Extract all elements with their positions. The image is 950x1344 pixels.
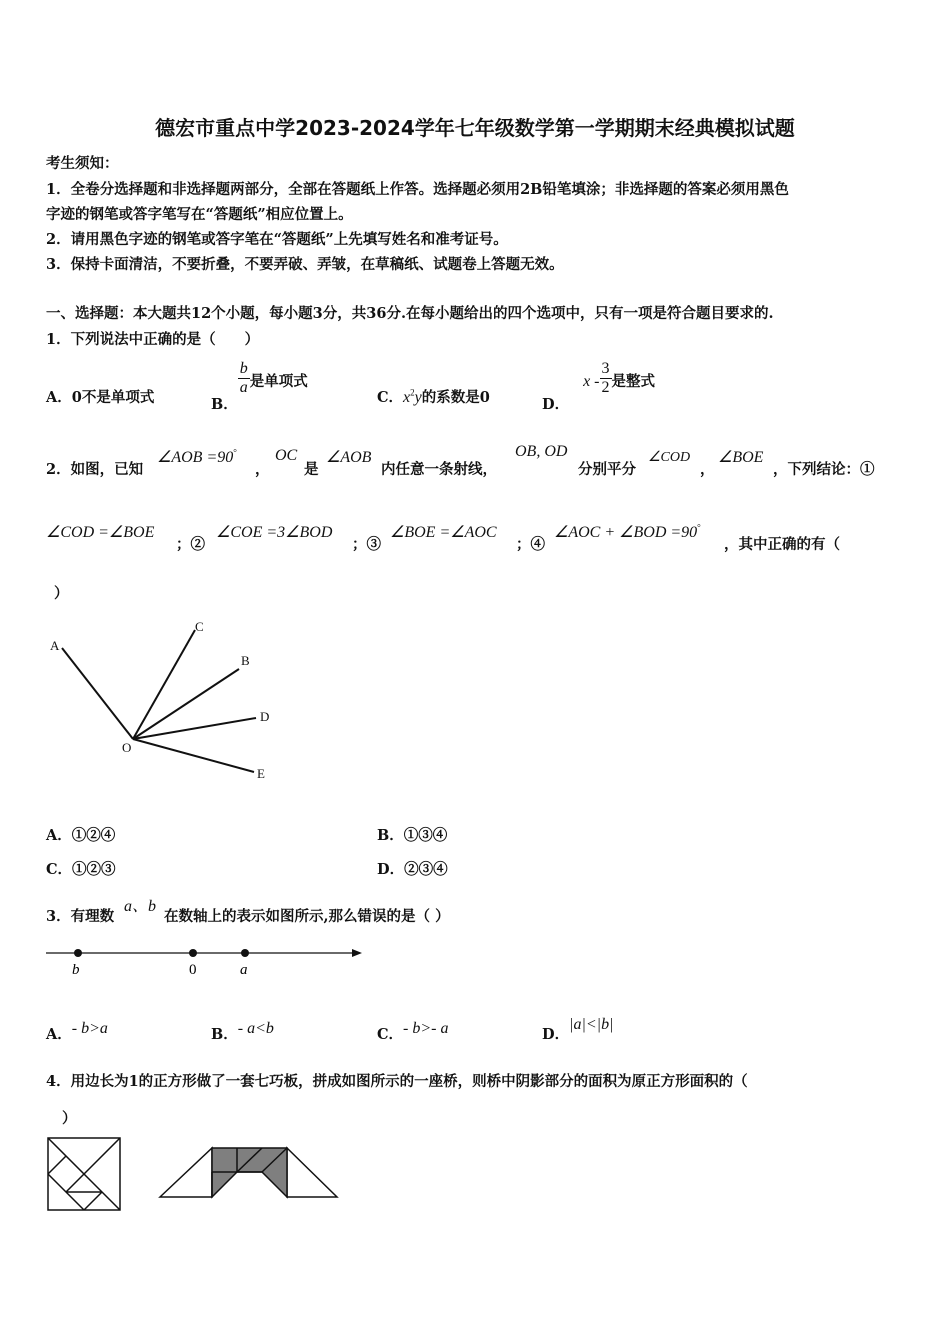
label-b: b bbox=[72, 962, 80, 978]
notice-heading: 考生须知： bbox=[46, 155, 119, 172]
q4-close-paren: ） bbox=[62, 1110, 77, 1127]
page-title: 德宏市重点中学2023-2024学年七年级数学第一学期期末经典模拟试题 bbox=[155, 116, 795, 140]
q1-option-a-text: A．0不是单项式 bbox=[46, 389, 155, 406]
q2-math-obod: OB, OD bbox=[515, 443, 568, 460]
q2-option-a: A．①②④ bbox=[46, 827, 116, 844]
q3-prefix: 3．有理数 bbox=[46, 908, 115, 925]
q2-comma-2: ， bbox=[700, 461, 715, 478]
q2-sep-4: ；④ bbox=[516, 536, 545, 553]
label-e: E bbox=[257, 766, 265, 781]
option-math: - b>a bbox=[71, 1020, 108, 1037]
section-heading: 一、选择题：本大题共12个小题，每小题3分，共36分.在每小题给出的四个选项中，只有一项是符合题目要求的. bbox=[46, 305, 774, 322]
q1-option-d-label: D． bbox=[542, 396, 570, 414]
label-b: B bbox=[241, 653, 250, 668]
fraction-numerator: 3 bbox=[601, 360, 610, 377]
q1-option-d-text: 是整式 bbox=[611, 373, 656, 391]
q2-math-boe: ∠BOE bbox=[718, 449, 764, 466]
label-a: a bbox=[240, 962, 248, 978]
q2-close-paren: ） bbox=[54, 585, 69, 602]
q2-statement-3: ∠BOE =∠AOC bbox=[390, 524, 497, 541]
q2-is: 是 bbox=[304, 461, 319, 478]
fraction-denominator: a bbox=[239, 378, 248, 396]
q2-option-d: D．②③④ bbox=[377, 861, 448, 878]
q2-option-c: C．①②③ bbox=[46, 861, 116, 878]
option-math: |a|<|b| bbox=[569, 1016, 614, 1033]
q2-statement-2: ∠COE =3∠BOD bbox=[216, 524, 333, 541]
q2-math-cod: ∠COD bbox=[648, 450, 691, 465]
option-label: B． bbox=[211, 1026, 238, 1043]
q2-tail: ，其中正确的有（ bbox=[724, 536, 840, 553]
q2-sep-3: ；③ bbox=[352, 536, 381, 553]
notice-item-1-line-1: 1．全卷分选择题和非选择题两部分，全部在答题纸上作答。选择题必须用2B铅笔填涂；非选择题的答案必须用黑色 bbox=[46, 181, 789, 198]
degree-sign: ° bbox=[697, 522, 701, 533]
notice-item-2: 2．请用黑色字迹的钢笔或答字笔在“答题纸”上先填写姓名和准考证号。 bbox=[46, 231, 508, 248]
q2-inner: 内任意一条射线， bbox=[381, 461, 497, 478]
notice-item-1-line-2: 字迹的钢笔或答字笔写在“答题纸”相应位置上。 bbox=[46, 206, 353, 223]
label-o: O bbox=[122, 740, 132, 755]
bridge-right-triangle bbox=[287, 1148, 337, 1197]
label-0: 0 bbox=[189, 962, 197, 978]
math-x: x bbox=[403, 389, 411, 406]
degree-sign: ° bbox=[233, 447, 237, 458]
option-label: D． bbox=[542, 1026, 570, 1043]
q1-option-c-label: C． bbox=[377, 389, 404, 406]
q1-option-b-label: B． bbox=[211, 396, 238, 414]
q2-sep-2: ；② bbox=[176, 536, 205, 553]
label-d: D bbox=[260, 709, 270, 724]
option-math: - b>- a bbox=[403, 1020, 449, 1037]
label-a: A bbox=[50, 638, 60, 653]
q2-prefix: 2．如图，已知 bbox=[46, 461, 144, 478]
q2-math-aob: ∠AOB bbox=[326, 449, 372, 466]
question-4-stem: 4．用边长为1的正方形做了一套七巧板，拼成如图所示的一座桥，则桥中阴影部分的面积为原正方形面积的（ bbox=[46, 1073, 748, 1090]
option-label: A． bbox=[46, 1026, 72, 1043]
question-1-stem: 1．下列说法中正确的是（ ） bbox=[46, 331, 260, 348]
label-c: C bbox=[195, 619, 204, 634]
q2-option-b: B．①③④ bbox=[377, 827, 448, 844]
q1-option-b-text: 是单项式 bbox=[249, 373, 308, 391]
math-y: y bbox=[414, 389, 422, 406]
q2-statement-1: ∠COD =∠BOE bbox=[46, 524, 155, 541]
q3-math-ab: a、b bbox=[124, 898, 157, 915]
notice-item-3: 3．保持卡面清洁，不要折叠，不要弄破、弄皱，在草稿纸、试题卷上答题无效。 bbox=[46, 256, 564, 273]
q2-conclude: ，下列结论：① bbox=[773, 461, 875, 478]
bridge-left-triangle bbox=[160, 1148, 212, 1197]
math-angle: ∠AOB =90 bbox=[157, 449, 234, 466]
q1-option-d-math: x - bbox=[583, 373, 600, 391]
fraction-denominator: 2 bbox=[601, 378, 610, 396]
q2-bisect: 分别平分 bbox=[578, 461, 636, 478]
q2-comma-1: ， bbox=[255, 461, 270, 478]
q2-math-oc: OC bbox=[275, 447, 298, 464]
fraction-numerator: b bbox=[239, 360, 248, 377]
math-statement: ∠AOC + ∠BOD =90 bbox=[554, 524, 698, 541]
q3-suffix: 在数轴上的表示如图所示,那么错误的是（ ） bbox=[164, 908, 450, 925]
math-exponent: 2 bbox=[410, 387, 415, 398]
q1-option-c-text: 的系数是0 bbox=[421, 389, 490, 406]
option-label: C． bbox=[377, 1026, 404, 1043]
option-math: - a<b bbox=[237, 1020, 274, 1037]
